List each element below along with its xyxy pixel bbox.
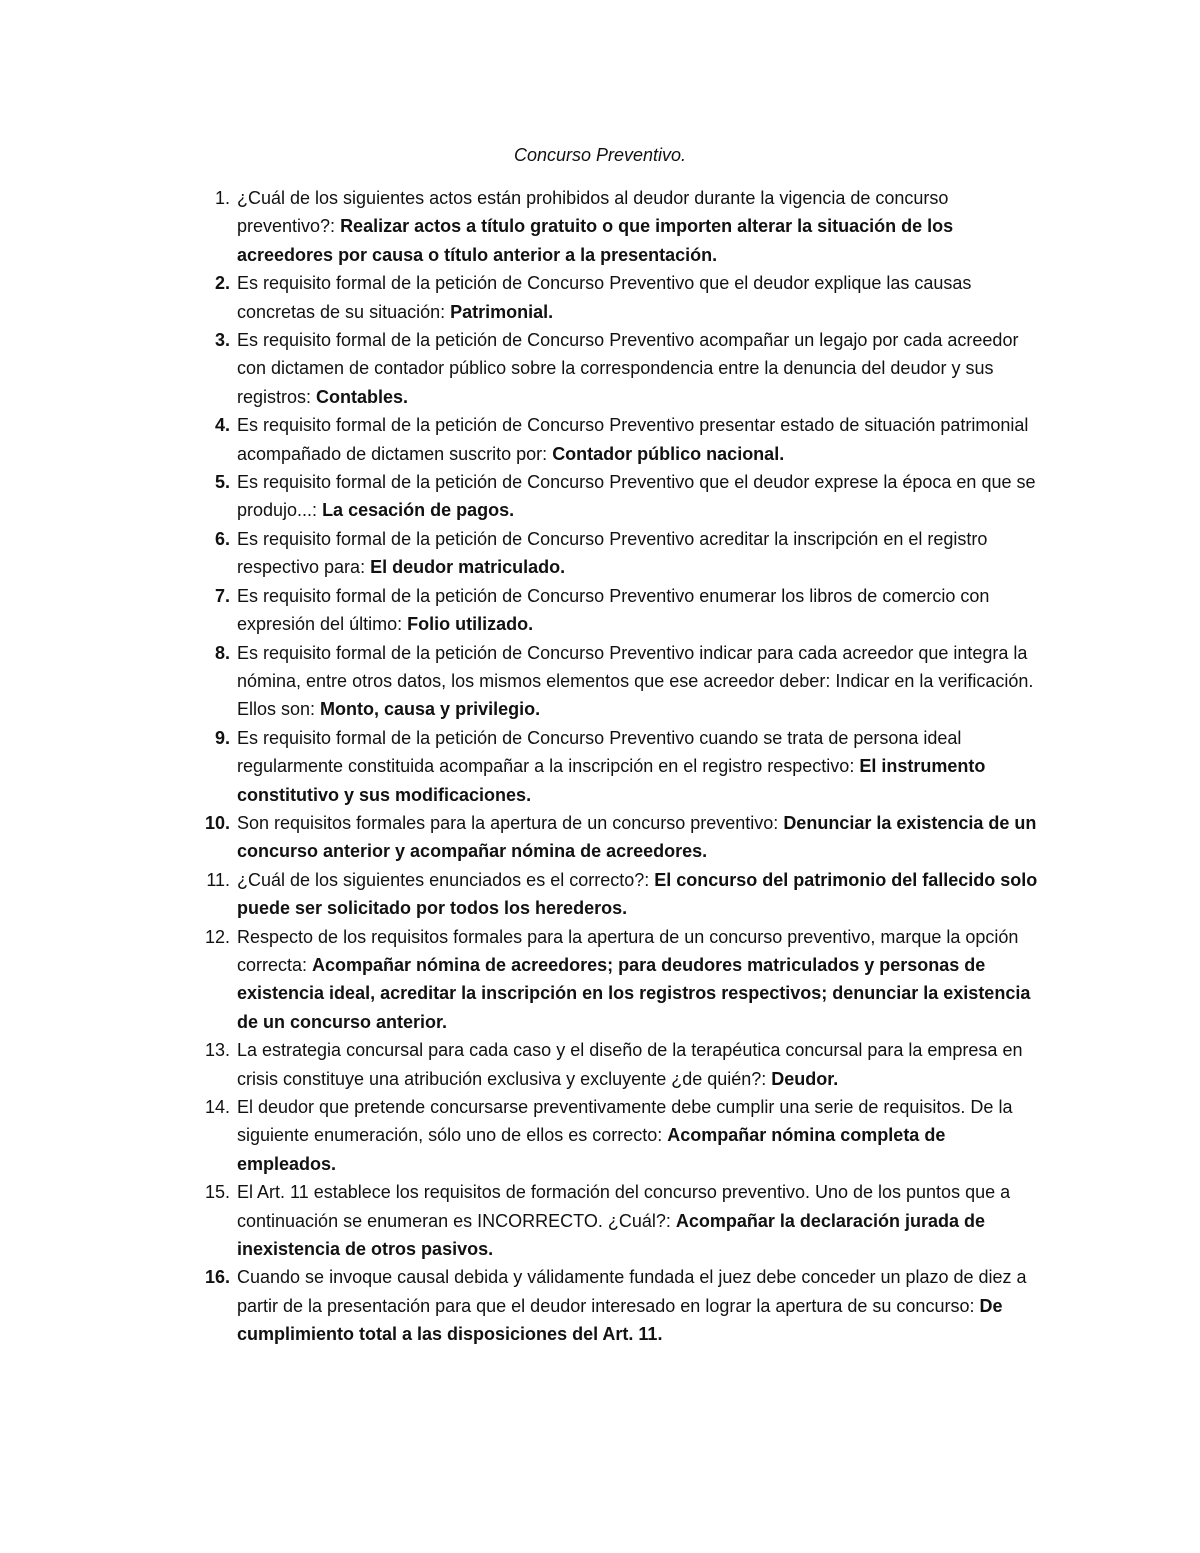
item-number: 1.: [214, 188, 230, 208]
question-text: Respecto de los requisitos formales para la apertura de un concurso preventivo, marque la opción correcta:: [237, 926, 1019, 975]
answer-text: Acompañar la declaración jurada de inexistencia de otros pasivos.: [237, 1210, 985, 1260]
question-text: ¿Cuál de los siguientes enunciados es el correcto?:: [237, 869, 655, 890]
question-text: Es requisito formal de la petición de Concurso Preventivo acreditar la inscripción en el registro respectivo para:: [237, 528, 988, 578]
answer-text: Deudor.: [771, 1068, 839, 1089]
list-item: [196, 923, 1046, 1037]
list-item: [196, 326, 1046, 411]
item-number: 10.: [204, 812, 230, 833]
answer-text: Contador público nacional.: [552, 443, 785, 464]
list-item: [196, 1093, 1046, 1178]
question-text: Es requisito formal de la petición de Concurso Preventivo enumerar los libros de comercio con expresión del último:: [237, 585, 990, 635]
list-item: [196, 582, 1046, 639]
item-number: 6.: [214, 528, 230, 549]
list-item: [196, 1036, 1046, 1093]
list-item: [196, 724, 1046, 809]
question-text: ¿Cuál de los siguientes actos están prohibidos al deudor durante la vigencia de concurso preventivo?:: [237, 188, 949, 237]
answer-text: Monto, causa y privilegio.: [320, 699, 541, 720]
list-item: [196, 184, 1046, 269]
item-number: 11.: [206, 869, 230, 890]
answer-text: Acompañar nómina de acreedores; para deudores matriculados y personas de existencia ideal, acreditar la inscripción en los registros respectivos; denunciar la existencia de un concurso anterior.: [237, 954, 1031, 1032]
item-number: 7.: [214, 585, 230, 606]
list-item: [196, 525, 1046, 582]
item-number: 12.: [204, 926, 230, 947]
answer-text: La cesación de pagos.: [322, 500, 515, 521]
list-item: [196, 639, 1046, 724]
question-text: Cuando se invoque causal debida y válidamente fundada el juez debe conceder un plazo de diez a partir de la presentación para que el deudor interesado en lograr la apertura de su concurso:: [237, 1267, 1027, 1316]
item-number: 14.: [204, 1097, 230, 1117]
question-text: Es requisito formal de la petición de Concurso Preventivo acompañar un legajo por cada acreedor con dictamen de contador público sobre la correspondencia entre la denuncia del deudor y sus registros:: [237, 330, 1019, 407]
answer-text: De cumplimiento total a las disposiciones del Art. 11.: [237, 1295, 1003, 1345]
question-text: Son requisitos formales para la apertura de un concurso preventivo:: [237, 812, 784, 833]
list-item: [196, 1263, 1046, 1348]
question-text: El deudor que pretende concursarse preventivamente debe cumplir una serie de requisitos. De la siguiente enumeración, sólo uno de ellos es correcto:: [237, 1097, 1013, 1146]
list-item: [196, 866, 1046, 923]
question-text: Es requisito formal de la petición de Concurso Preventivo que el deudor explique las causas concretas de su situación:: [237, 273, 972, 322]
item-number: 15.: [204, 1182, 230, 1203]
question-list: [196, 184, 1046, 1349]
question-text: Es requisito formal de la petición de Concurso Preventivo indicar para cada acreedor que integra la nómina, entre otros datos, los mismos elementos que ese acreedor deber: Indicar en la verificación. Ellos son:: [237, 642, 1034, 720]
question-text: La estrategia concursal para cada caso y el diseño de la terapéutica concursal para la empresa en crisis constituye una atribución exclusiva y excluyente ¿de quién?:: [237, 1040, 1023, 1089]
item-number: 8.: [214, 642, 230, 663]
item-number: 9.: [214, 727, 230, 748]
answer-text: El deudor matriculado.: [370, 557, 566, 578]
item-number: 13.: [204, 1040, 230, 1061]
answer-text: Folio utilizado.: [407, 614, 534, 635]
list-item: [196, 411, 1046, 468]
answer-text: Denunciar la existencia de un concurso anterior y acompañar nómina de acreedores.: [237, 812, 1037, 862]
answer-text: Acompañar nómina completa de empleados.: [237, 1125, 946, 1174]
item-number: 3.: [214, 330, 230, 351]
document-title: Concurso Preventivo.: [513, 145, 687, 165]
question-text: Es requisito formal de la petición de Concurso Preventivo que el deudor exprese la época en que se produjo...:: [237, 472, 1036, 521]
answer-text: Realizar actos a título gratuito o que importen alterar la situación de los acreedores por causa o título anterior a la presentación.: [237, 216, 954, 265]
answer-text: El instrumento constitutivo y sus modificaciones.: [237, 756, 986, 805]
item-number: 16.: [204, 1267, 230, 1288]
list-item: [196, 269, 1046, 326]
question-text: Es requisito formal de la petición de Concurso Preventivo presentar estado de situación patrimonial acompañado de dictamen suscrito por:: [237, 415, 1029, 464]
list-item: [196, 1178, 1046, 1263]
item-number: 5.: [214, 472, 230, 493]
question-text: El Art. 11 establece los requisitos de formación del concurso preventivo. Uno de los puntos que a continuación se enumeran es INCORRECTO. ¿Cuál?:: [237, 1182, 1011, 1231]
answer-text: Contables.: [316, 386, 409, 407]
answer-text: Patrimonial.: [450, 301, 554, 322]
item-number: 4.: [214, 415, 230, 436]
list-item: [196, 468, 1046, 525]
list-item: [196, 809, 1046, 866]
answer-text: El concurso del patrimonio del fallecido solo puede ser solicitado por todos los herederos.: [237, 869, 1038, 919]
question-text: Es requisito formal de la petición de Concurso Preventivo cuando se trata de persona ideal regularmente constituida acompañar a la inscripción en el registro respectivo:: [237, 727, 962, 777]
item-number: 2.: [214, 273, 230, 294]
